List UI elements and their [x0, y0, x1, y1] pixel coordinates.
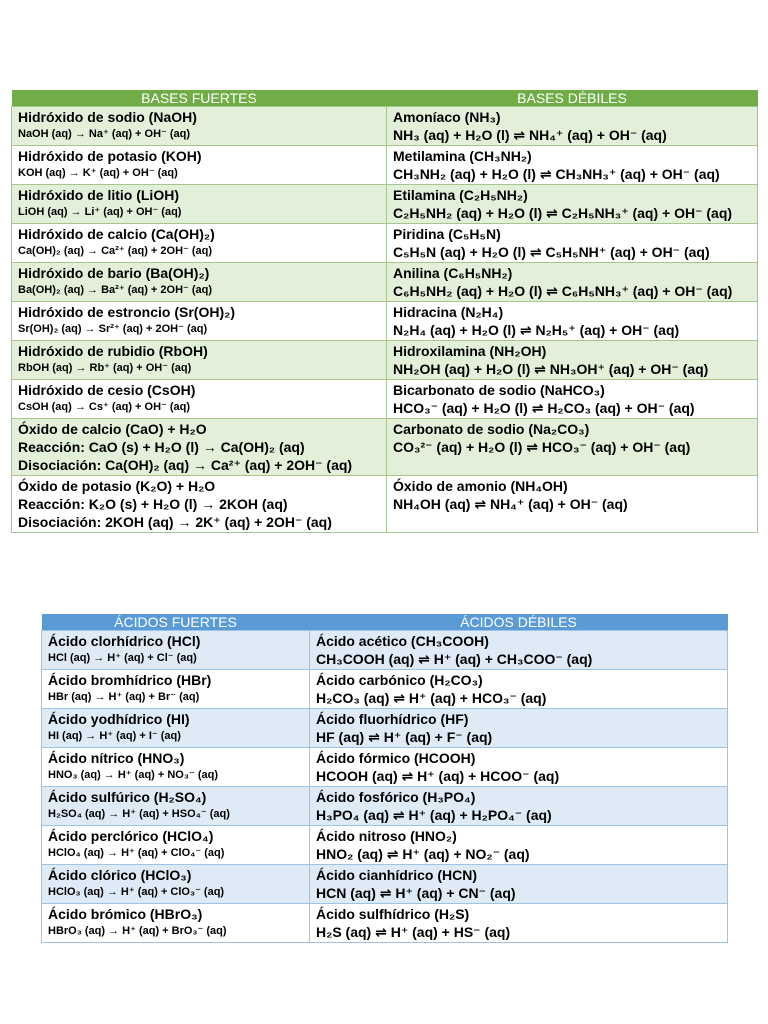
bases-table [11, 90, 758, 533]
strong-cell [42, 748, 310, 787]
strong-cell [42, 631, 310, 670]
compound-name: Ácido clorhídrico (HCl) [48, 633, 201, 649]
compound-name: Ácido bromhídrico (HBr) [48, 672, 212, 688]
weak-cell [310, 748, 728, 787]
dissociation-equation: Ca(OH)₂ (aq) → Ca²⁺ (aq) + 2OH⁻ (aq) [18, 245, 213, 257]
equilibrium-equation: H₃PO₄ (aq) ⇌ H⁺ (aq) + H₂PO₄⁻ (aq) [316, 807, 552, 823]
compound-name: Óxido de calcio (CaO) + H₂O [18, 421, 207, 437]
weak-cell [387, 146, 758, 185]
compound-name: Óxido de potasio (K₂O) + H₂O [18, 478, 216, 494]
weak-cell [387, 341, 758, 380]
compound-name: Ácido brómico (HBrO₃) [48, 906, 203, 922]
dissociation-equation: HNO₃ (aq) → H⁺ (aq) + NO₃⁻ (aq) [48, 769, 218, 781]
compound-name: Hidracina (N₂H₄) [393, 304, 504, 320]
table-row [12, 302, 758, 341]
table-row [12, 380, 758, 419]
equilibrium-equation: H₂S (aq) ⇌ H⁺ (aq) + HS⁻ (aq) [316, 924, 511, 940]
table-row [12, 185, 758, 224]
compound-name: Hidróxido de potasio (KOH) [18, 148, 202, 164]
weak-cell [387, 302, 758, 341]
bases-header-row [12, 90, 758, 107]
strong-cell [42, 865, 310, 904]
weak-cell [310, 670, 728, 709]
strong-cell [12, 341, 387, 380]
equilibrium-equation: HCOOH (aq) ⇌ H⁺ (aq) + HCOO⁻ (aq) [316, 768, 560, 784]
dissociation-equation: H₂SO₄ (aq) → H⁺ (aq) + HSO₄⁻ (aq) [48, 808, 230, 820]
equilibrium-equation: H₂CO₃ (aq) ⇌ H⁺ (aq) + HCO₃⁻ (aq) [316, 690, 547, 706]
equilibrium-equation: CH₃NH₂ (aq) + H₂O (l) ⇌ CH₃NH₃⁺ (aq) + OH⁻ (aq) [393, 166, 720, 182]
acids-table [41, 614, 728, 943]
compound-name: Hidróxido de rubidio (RbOH) [18, 343, 208, 359]
strong-cell [42, 904, 310, 943]
equilibrium-equation: HCO₃⁻ (aq) + H₂O (l) ⇌ H₂CO₃ (aq) + OH⁻ (aq) [393, 400, 695, 416]
weak-cell [387, 476, 758, 533]
compound-name: Ácido nítrico (HNO₃) [48, 750, 185, 766]
compound-name: Ácido fluorhídrico (HF) [316, 711, 469, 727]
table-row [42, 787, 728, 826]
equilibrium-equation: C₅H₅N (aq) + H₂O (l) ⇌ C₅H₅NH⁺ (aq) + OH⁻ (aq) [393, 244, 710, 260]
weak-cell [310, 865, 728, 904]
dissociation-equation: Ba(OH)₂ (aq) → Ba²⁺ (aq) + 2OH⁻ (aq) [18, 284, 213, 296]
equilibrium-equation: CO₃²⁻ (aq) + H₂O (l) ⇌ HCO₃⁻ (aq) + OH⁻ (aq) [393, 439, 691, 455]
dissociation-equation: CsOH (aq) → Cs⁺ (aq) + OH⁻ (aq) [18, 401, 191, 413]
compound-name: Ácido perclórico (HClO₄) [48, 828, 214, 844]
table-row [42, 631, 728, 670]
compound-name: Anilina (C₆H₅NH₂) [393, 265, 513, 281]
compound-name: Ácido fórmico (HCOOH) [316, 750, 476, 766]
compound-name: Hidroxilamina (NH₂OH) [393, 343, 547, 359]
strong-cell [12, 302, 387, 341]
compound-name: Ácido sulfúrico (H₂SO₄) [48, 789, 207, 805]
equilibrium-equation: C₂H₅NH₂ (aq) + H₂O (l) ⇌ C₂H₅NH₃⁺ (aq) + OH⁻ (aq) [393, 205, 733, 221]
dissociation-equation: HCl (aq) → H⁺ (aq) + Cl⁻ (aq) [48, 652, 197, 664]
table-row [12, 224, 758, 263]
compound-name: Etilamina (C₂H₅NH₂) [393, 187, 528, 203]
compound-name: Metilamina (CH₃NH₂) [393, 148, 532, 164]
strong-cell [12, 146, 387, 185]
table-row [12, 341, 758, 380]
dissociation-equation: HBr (aq) → H⁺ (aq) + Br⁻ (aq) [48, 691, 200, 703]
compound-name: Ácido cianhídrico (HCN) [316, 867, 478, 883]
table-row [12, 419, 758, 476]
strong-cell [12, 380, 387, 419]
weak-cell [387, 185, 758, 224]
header-weak-acids: ÁCIDOS DÉBILES [310, 614, 728, 631]
compound-name: Ácido yodhídrico (HI) [48, 711, 190, 727]
compound-name: Hidróxido de sodio (NaOH) [18, 109, 197, 125]
compound-name: Piridina (C₅H₅N) [393, 226, 501, 242]
compound-name: Hidróxido de litio (LiOH) [18, 187, 179, 203]
dissociation-equation: LiOH (aq) → Li⁺ (aq) + OH⁻ (aq) [18, 206, 182, 218]
compound-name: Hidróxido de estroncio (Sr(OH)₂) [18, 304, 236, 320]
dissociation-equation: Reacción: CaO (s) + H₂O (l) → Ca(OH)₂ (aq) [18, 439, 305, 455]
table-row [12, 263, 758, 302]
weak-cell [387, 419, 758, 476]
table-row [42, 748, 728, 787]
acids-table-body [42, 631, 728, 943]
compound-name: Ácido nitroso (HNO₂) [316, 828, 457, 844]
acids-header-row [42, 614, 728, 631]
weak-cell [387, 263, 758, 302]
strong-cell [12, 476, 387, 533]
table-row [42, 904, 728, 943]
compound-name: Bicarbonato de sodio (NaHCO₃) [393, 382, 605, 398]
compound-name: Ácido clórico (HClO₃) [48, 867, 192, 883]
bases-table-body [12, 107, 758, 533]
equilibrium-equation: N₂H₄ (aq) + H₂O (l) ⇌ N₂H₅⁺ (aq) + OH⁻ (aq) [393, 322, 680, 338]
strong-cell [12, 263, 387, 302]
compound-name: Amoníaco (NH₃) [393, 109, 501, 125]
compound-name: Ácido fosfórico (H₃PO₄) [316, 789, 476, 805]
compound-name: Ácido carbónico (H₂CO₃) [316, 672, 483, 688]
dissociation-equation-2: Disociación: 2KOH (aq) → 2K⁺ (aq) + 2OH⁻ (aq) [18, 514, 332, 530]
weak-cell [387, 224, 758, 263]
strong-cell [12, 224, 387, 263]
weak-cell [387, 380, 758, 419]
compound-name: Ácido acético (CH₃COOH) [316, 633, 489, 649]
strong-cell [42, 670, 310, 709]
table-row [42, 865, 728, 904]
weak-cell [310, 826, 728, 865]
dissociation-equation-2: Disociación: Ca(OH)₂ (aq) → Ca²⁺ (aq) + 2OH⁻ (aq) [18, 457, 353, 473]
weak-cell [387, 107, 758, 146]
weak-cell [310, 787, 728, 826]
table-row [42, 709, 728, 748]
header-strong-acids: ÁCIDOS FUERTES [42, 614, 310, 631]
table-row [42, 826, 728, 865]
equilibrium-equation: NH₃ (aq) + H₂O (l) ⇌ NH₄⁺ (aq) + OH⁻ (aq) [393, 127, 667, 143]
weak-cell [310, 631, 728, 670]
table-row [12, 146, 758, 185]
equilibrium-equation: C₆H₅NH₂ (aq) + H₂O (l) ⇌ C₆H₅NH₃⁺ (aq) + OH⁻ (aq) [393, 283, 733, 299]
strong-cell [42, 787, 310, 826]
dissociation-equation: Sr(OH)₂ (aq) → Sr²⁺ (aq) + 2OH⁻ (aq) [18, 323, 208, 335]
compound-name: Ácido sulfhídrico (H₂S) [316, 906, 470, 922]
equilibrium-equation: HCN (aq) ⇌ H⁺ (aq) + CN⁻ (aq) [316, 885, 516, 901]
equilibrium-equation: NH₂OH (aq) + H₂O (l) ⇌ NH₃OH⁺ (aq) + OH⁻ (aq) [393, 361, 709, 377]
strong-cell [42, 826, 310, 865]
compound-name: Hidróxido de cesio (CsOH) [18, 382, 196, 398]
strong-cell [42, 709, 310, 748]
equilibrium-equation: HF (aq) ⇌ H⁺ (aq) + F⁻ (aq) [316, 729, 493, 745]
equilibrium-equation: CH₃COOH (aq) ⇌ H⁺ (aq) + CH₃COO⁻ (aq) [316, 651, 593, 667]
weak-cell [310, 904, 728, 943]
compound-name: Óxido de amonio (NH₄OH) [393, 478, 568, 494]
header-weak-bases: BASES DÉBILES [387, 90, 758, 107]
table-row [12, 107, 758, 146]
table-row [42, 670, 728, 709]
dissociation-equation: HClO₃ (aq) → H⁺ (aq) + ClO₃⁻ (aq) [48, 886, 225, 898]
equilibrium-equation: NH₄OH (aq) ⇌ NH₄⁺ (aq) + OH⁻ (aq) [393, 496, 628, 512]
compound-name: Hidróxido de bario (Ba(OH)₂) [18, 265, 210, 281]
dissociation-equation: NaOH (aq) → Na⁺ (aq) + OH⁻ (aq) [18, 128, 191, 140]
dissociation-equation: HClO₄ (aq) → H⁺ (aq) + ClO₄⁻ (aq) [48, 847, 225, 859]
dissociation-equation: HBrO₃ (aq) → H⁺ (aq) + BrO₃⁻ (aq) [48, 925, 227, 937]
strong-cell [12, 185, 387, 224]
table-row [12, 476, 758, 533]
header-strong-bases: BASES FUERTES [12, 90, 387, 107]
dissociation-equation: RbOH (aq) → Rb⁺ (aq) + OH⁻ (aq) [18, 362, 192, 374]
strong-cell [12, 107, 387, 146]
strong-cell [12, 419, 387, 476]
dissociation-equation: HI (aq) → H⁺ (aq) + I⁻ (aq) [48, 730, 181, 742]
equilibrium-equation: HNO₂ (aq) ⇌ H⁺ (aq) + NO₂⁻ (aq) [316, 846, 530, 862]
dissociation-equation: Reacción: K₂O (s) + H₂O (l) → 2KOH (aq) [18, 496, 288, 512]
dissociation-equation: KOH (aq) → K⁺ (aq) + OH⁻ (aq) [18, 167, 178, 179]
weak-cell [310, 709, 728, 748]
compound-name: Carbonato de sodio (Na₂CO₃) [393, 421, 590, 437]
compound-name: Hidróxido de calcio (Ca(OH)₂) [18, 226, 215, 242]
